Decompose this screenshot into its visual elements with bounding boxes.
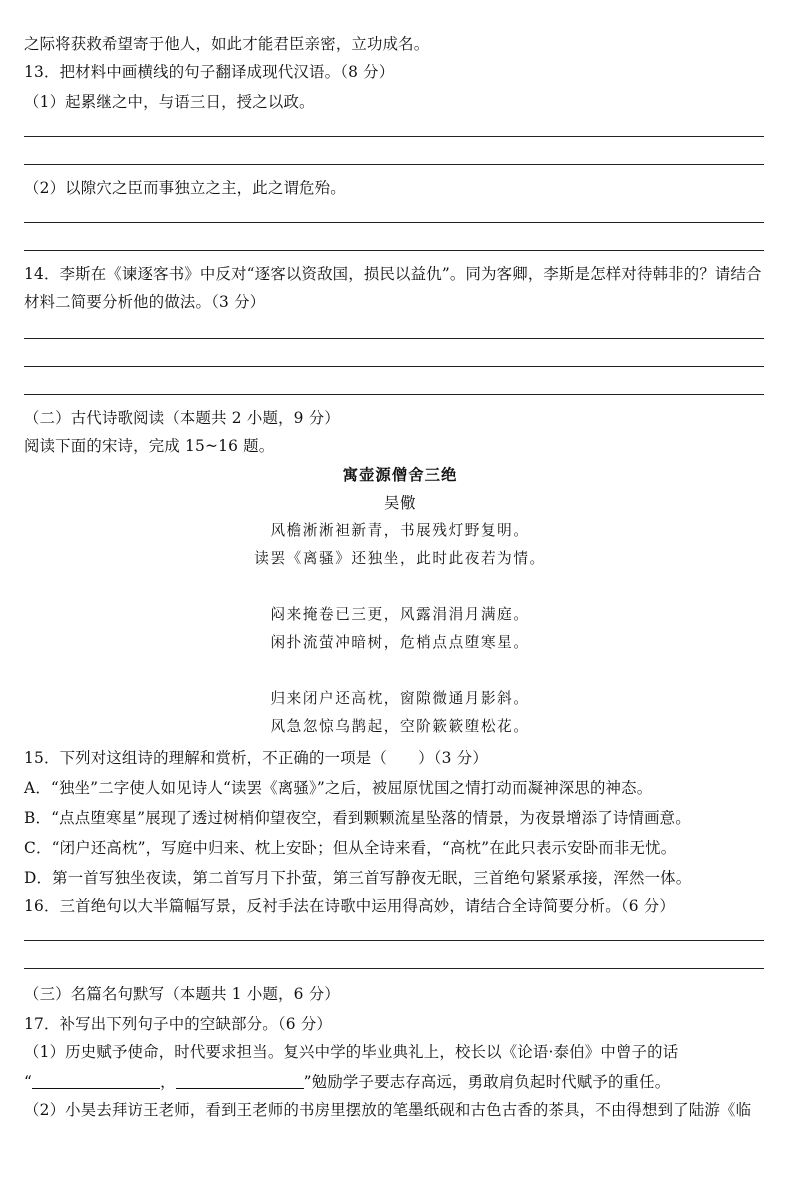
poem-title: 寓壶源僧舍三绝 [342, 466, 458, 484]
question-17-sub1: （1）历史赋予使命，时代要求担当。复兴中学的毕业典礼上，校长以《论语·泰伯》中曾子的话 [24, 1043, 679, 1061]
open-quote: “ [24, 1073, 33, 1091]
question-13-prompt: 13．把材料中画横线的句子翻译成现代汉语。（8 分） [24, 63, 395, 81]
question-16-prompt: 16．三首绝句以大半篇幅写景，反衬手法在诗歌中运用得高妙，请结合全诗简要分析。（6 分） [24, 897, 675, 915]
option-c[interactable]: C．“闭户还高枕”，写庭中归来、枕上安卧；但从全诗来看，“高枕”在此只表示安卧而非无忧。 [24, 839, 677, 857]
poem-line: 读罢《离骚》还独坐，此时此夜若为情。 [254, 550, 546, 567]
answer-line[interactable] [24, 222, 764, 223]
option-b[interactable]: B．“点点堕寒星”展现了透过树梢仰望夜空，看到颗颗流星坠落的情景，为夜景增添了诗情画意。 [24, 809, 691, 827]
section-2-heading: （二）古代诗歌阅读（本题共 2 小题，9 分） [24, 409, 340, 427]
section-2-instruction: 阅读下面的宋诗，完成 15~16 题。 [24, 437, 275, 455]
answer-line[interactable] [24, 136, 764, 137]
answer-line[interactable] [24, 250, 764, 251]
question-17-prompt: 17．补写出下列句子中的空缺部分。（6 分） [24, 1015, 332, 1033]
question-14-line1: 14．李斯在《谏逐客书》中反对“逐客以资敌国，损民以益仇”。同为客卿，李斯是怎样对待韩非的？请结合 [24, 265, 762, 283]
poem-author: 吴儆 [384, 494, 416, 512]
fill-blank-1[interactable] [32, 1074, 160, 1089]
option-d[interactable]: D．第一首写独坐夜读，第二首写月下扑萤，第三首写静夜无眠，三首绝句紧紧承接，浑然一体。 [24, 869, 692, 887]
question-14-line2: 材料二简要分析他的做法。（3 分） [24, 293, 266, 311]
question-13-sub2: （2）以隙穴之臣而事独立之主，此之谓危殆。 [24, 179, 346, 197]
answer-line[interactable] [24, 968, 764, 969]
poem-line: 闲扑流萤冲暗树，危梢点点堕寒星。 [270, 634, 530, 651]
poem-line: 风急忽惊乌鹊起，空阶簌簌堕松花。 [270, 718, 530, 735]
answer-line[interactable] [24, 940, 764, 941]
poem-line: 归来闭户还高枕，窗隙微通月影斜。 [270, 690, 530, 707]
poem-line: 风檐淅淅袒新青，书展残灯野复明。 [270, 522, 530, 539]
carryover-line: 之际将获救希望寄于他人，如此才能君臣亲密，立功成名。 [24, 35, 430, 53]
question-13-sub1: （1）起累继之中，与语三日，授之以政。 [24, 93, 315, 111]
comma: ， [160, 1073, 176, 1091]
question-15-prompt: 15．下列对这组诗的理解和赏析，不正确的一项是（ ）（3 分） [24, 749, 488, 767]
option-a[interactable]: A．“独坐”二字使人如见诗人“读罢《离骚》”之后，被屈原忧国之情打动而凝神深思的神态。 [24, 779, 653, 797]
poem-line: 闷来掩卷已三更，风露涓涓月满庭。 [270, 606, 530, 623]
section-3-heading: （三）名篇名句默写（本题共 1 小题，6 分） [24, 985, 340, 1003]
answer-line[interactable] [24, 394, 764, 395]
question-17-sub1-fill [24, 1072, 670, 1092]
sub1-continuation: ”勉励学子要志存高远，勇敢肩负起时代赋予的重任。 [303, 1073, 671, 1091]
answer-line[interactable] [24, 366, 764, 367]
answer-line[interactable] [24, 338, 764, 339]
fill-blank-2[interactable] [176, 1074, 304, 1089]
answer-line[interactable] [24, 164, 764, 165]
question-17-sub2: （2）小昊去拜访王老师，看到王老师的书房里摆放的笔墨纸砚和古色古香的茶具，不由得想到了陆游《临 [24, 1101, 752, 1119]
